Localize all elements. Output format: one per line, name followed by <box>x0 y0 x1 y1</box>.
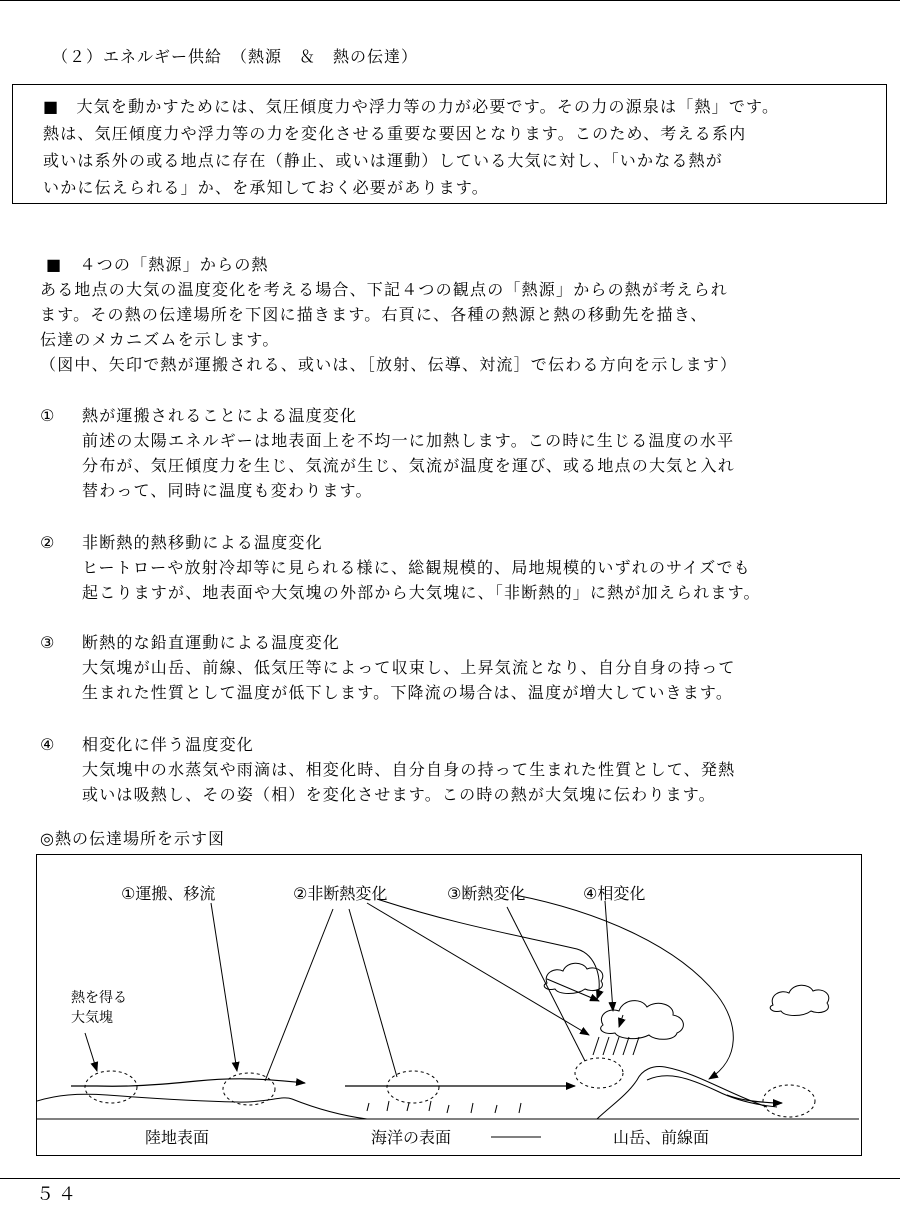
label-ocean-surface: 海洋の表面 <box>371 1128 452 1147</box>
item-number: ④ <box>40 735 56 754</box>
heat-sources-line: 伝達のメカニズムを示します。 <box>40 330 280 349</box>
item-body-line: 或いは吸熱し、その姿（相）を変化させます。この時の熱が大気塊に伝わります。 <box>82 785 716 804</box>
heat-sources-line: （図中、矢印で熱が運搬される、或いは、［放射、伝導、対流］で伝わる方向を示します） <box>40 355 738 374</box>
item-3 <box>40 630 870 705</box>
item-number: ② <box>40 533 56 552</box>
front-surface <box>647 1076 777 1107</box>
label-air-mass-line1: 熱を得る <box>71 990 127 1006</box>
section-heading: （２）エネルギー供給 （熱源 ＆ 熱の伝達） <box>52 47 419 66</box>
pointer-non-adiabatic-land <box>265 909 333 1081</box>
item-body-line: ヒートローや放射冷却等に見られる様に、総観規模的、局地規模的いずれのサイズでも <box>82 558 751 577</box>
page-number: ５４ <box>36 1184 80 1205</box>
heat-sources-section <box>40 252 870 377</box>
item-body-line: 起こりますが、地表面や大気塊の外部から大気塊に、「非断熱的」に熱が加えられます。 <box>82 583 761 602</box>
intro-box <box>12 84 887 204</box>
footer-rule <box>0 1178 900 1179</box>
figure-caption: ◎熱の伝達場所を示す図 <box>40 829 225 848</box>
heat-sources-line: ます。その熱の伝達場所を下図に描きます。右頁に、各種の熱源と熱の移動先を描き、 <box>40 305 708 324</box>
item-4 <box>40 732 870 807</box>
pointer-non-adiabatic-ocean <box>349 909 397 1077</box>
air-mass-parcel <box>387 1071 439 1103</box>
item-body-line: 分布が、気圧傾度力を生じ、気流が生じ、気流が温度を運び、或る地点の大気と入れ <box>82 456 735 475</box>
label-phase-change: ④相変化 <box>583 884 646 903</box>
land-surface-profile <box>37 1094 367 1119</box>
pointer-transport <box>211 903 237 1071</box>
air-mass-parcel <box>763 1085 815 1117</box>
heat-sources-title: ■ ４つの「熱源」からの熱 <box>46 255 269 274</box>
item-1 <box>40 403 870 503</box>
intro-line: 或いは系外の或る地点に存在（静止、或いは運動）している大気に対し、「いかなる熱が <box>43 151 724 170</box>
intro-line: 熱は、気圧傾度力や浮力等の力を変化させる重要な要因となります。このため、考える系内 <box>43 124 747 143</box>
heat-sources-line: ある地点の大気の温度変化を考える場合、下記４つの観点の「熱源」からの熱が考えられ <box>40 280 729 299</box>
cloud-shape <box>770 985 829 1015</box>
heat-transfer-diagram <box>36 854 862 1156</box>
item-body-line: 大気塊が山岳、前線、低気圧等によって収束し、上昇気流となり、自分自身の持って <box>82 658 736 677</box>
cloud-shape <box>544 963 603 993</box>
pointer-air-mass <box>85 1033 97 1071</box>
item-2 <box>40 530 870 605</box>
item-title: 非断熱的熱移動による温度変化 <box>82 533 323 552</box>
label-non-adiabatic: ②非断熱変化 <box>293 884 388 903</box>
air-mass-parcel <box>223 1073 275 1105</box>
pointer-non-adiabatic-cloud <box>367 903 589 1035</box>
item-body-line: 大気塊中の水蒸気や雨滴は、相変化時、自分自身の持って生まれた性質として、発熱 <box>82 760 736 779</box>
item-title: 相変化に伴う温度変化 <box>82 735 255 754</box>
intro-line: いかに伝えられる」か、を承知しておく必要があります。 <box>43 178 489 197</box>
label-adiabatic: ③断熱変化 <box>447 884 526 903</box>
item-body-line: 替わって、同時に温度も変わります。 <box>82 481 373 500</box>
air-mass-parcel <box>85 1071 137 1103</box>
item-number: ① <box>40 406 56 425</box>
top-rule <box>0 0 900 1</box>
item-number: ③ <box>40 633 56 652</box>
label-land-surface: 陸地表面 <box>145 1128 210 1147</box>
pointer-phase-change <box>605 901 613 1011</box>
intro-line: ■ 大気を動かすためには、気圧傾度力や浮力等の力が必要です。その力の源泉は「熱」です。 <box>43 97 780 116</box>
item-body-line: 生まれた性質として温度が低下します。下降流の場合は、温度が増大していきます。 <box>82 683 734 702</box>
item-body-line: 前述の太陽エネルギーは地表面上を不均一に加熱します。この時に生じる温度の水平 <box>82 431 735 450</box>
label-transport: ①運搬、移流 <box>121 884 216 903</box>
label-mountain-front: 山岳、前線面 <box>613 1128 710 1147</box>
air-mass-parcel <box>575 1058 623 1088</box>
item-title: 熱が運搬されることによる温度変化 <box>82 406 358 425</box>
label-air-mass-line2: 大気塊 <box>71 1010 113 1026</box>
rain-lines <box>593 1037 639 1055</box>
item-title: 断熱的な鉛直運動による温度変化 <box>82 633 341 652</box>
ocean-heat-dashes <box>367 1101 521 1113</box>
